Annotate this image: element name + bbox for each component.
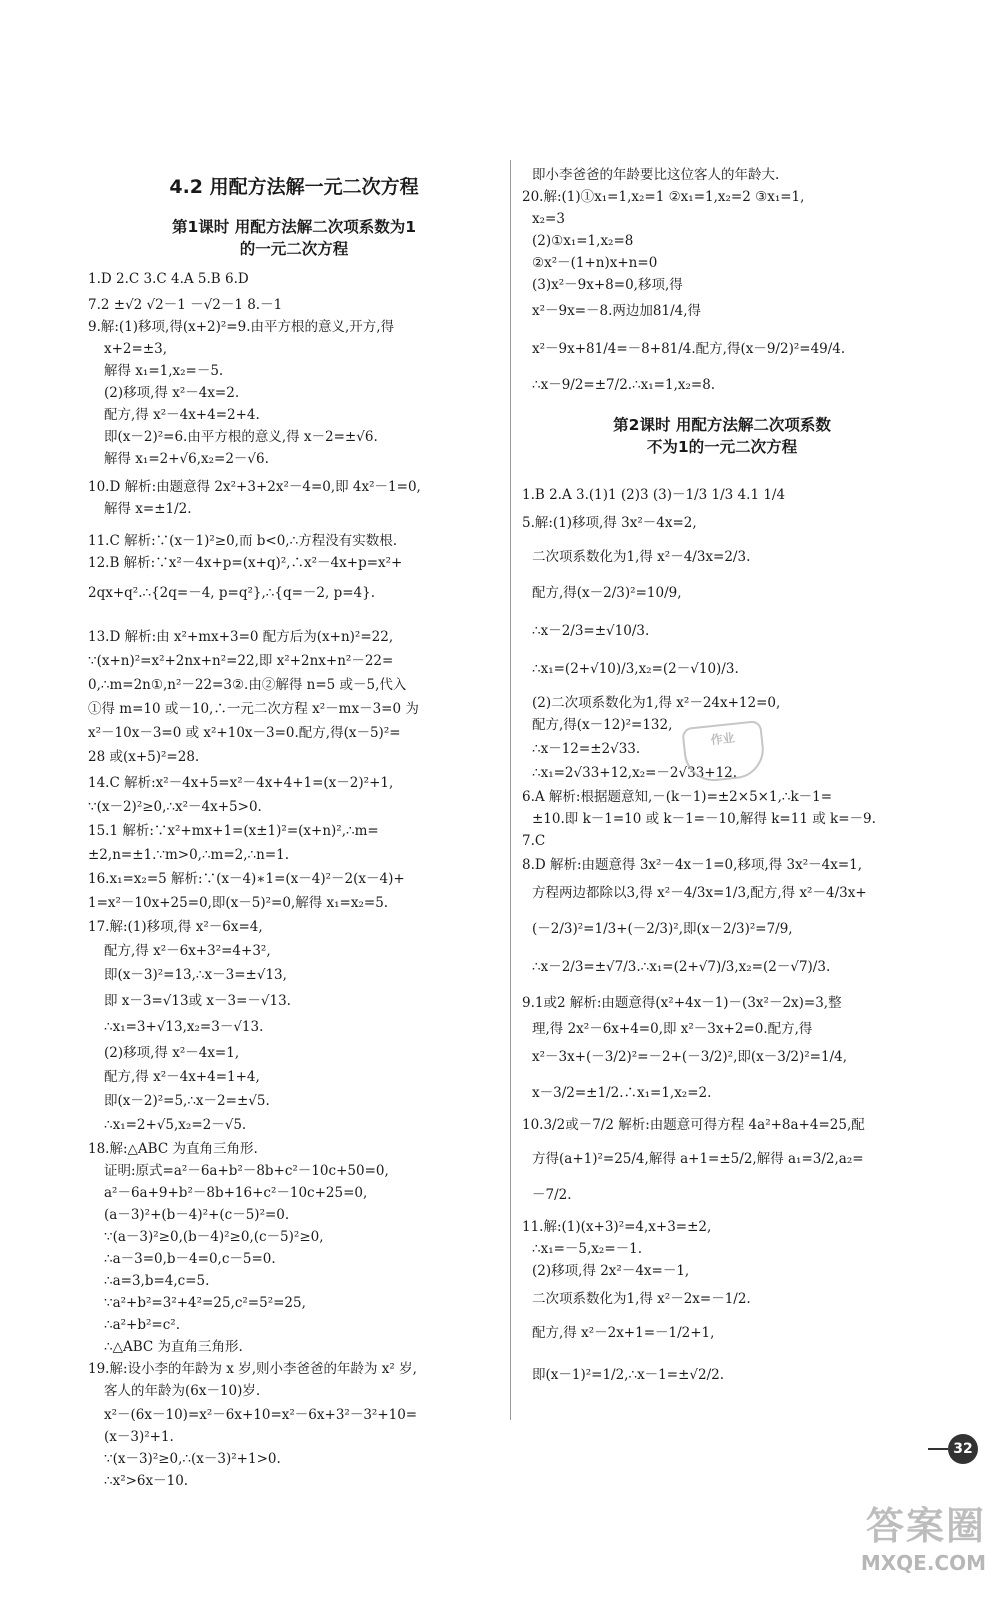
answer-line: 方得(a+1)²=25/4,解得 a+1=±5/2,解得 a₁=3/2,a₂= bbox=[532, 1151, 864, 1167]
answer-line: (a－3)²+(b－4)²+(c－5)²=0. bbox=[104, 1207, 290, 1223]
answer-line: 配方,得 x²－4x+4=2+4. bbox=[104, 407, 260, 423]
answer-line: 2qx+q².∴{2q=－4, p=q²},∴{q=－2, p=4}. bbox=[88, 585, 376, 601]
answer-line: 二次项系数化为1,得 x²－2x=－1/2. bbox=[532, 1291, 751, 1307]
answer-line: 客人的年龄为(6x－10)岁. bbox=[104, 1383, 261, 1399]
watermark-logo-text: 答案圈 bbox=[865, 1504, 986, 1548]
answer-line: x－3/2=±1/2.∴x₁=1,x₂=2. bbox=[532, 1085, 712, 1101]
answer-line: ∴a=3,b=4,c=5. bbox=[104, 1273, 210, 1289]
answer-line: 5.解:(1)移项,得 3x²－4x=2, bbox=[522, 515, 697, 531]
column-divider bbox=[510, 160, 511, 1420]
watermark-url: MXQE.COM bbox=[860, 1551, 986, 1575]
answer-line: ∴a－3=0,b－4=0,c－5=0. bbox=[104, 1251, 276, 1267]
answer-line: ∴x²>6x－10. bbox=[104, 1473, 189, 1489]
answer-line: 16.x₁=x₂=5 解析:∵(x－4)∗1=(x－4)²－2(x－4)+ bbox=[88, 871, 405, 887]
answer-line: ②x²－(1+n)x+n=0 bbox=[532, 255, 658, 271]
answer-line: 0,∴m=2n①,n²－22=3②.由②解得 n=5 或－5,代入 bbox=[88, 677, 407, 693]
answer-line: ∵(x－2)²≥0,∴x²－4x+5>0. bbox=[88, 799, 262, 815]
answer-line: 即(x－3)²=13,∴x－3=±√13, bbox=[104, 967, 287, 983]
answer-line: 配方,得 x²－6x+3²=4+3², bbox=[104, 943, 271, 959]
answer-line: 二次项系数化为1,得 x²－4/3x=2/3. bbox=[532, 549, 751, 565]
answer-line: (2)二次项系数化为1,得 x²－24x+12=0, bbox=[532, 695, 781, 711]
answer-line: 方程两边都除以3,得 x²－4/3x=1/3,配方,得 x²－4/3x+ bbox=[532, 885, 867, 901]
answer-line: 28 或(x+5)²=28. bbox=[88, 749, 200, 765]
answer-line: 即 x－3=√13或 x－3=－√13. bbox=[104, 993, 291, 1009]
answer-line: ∴x－9/2=±7/2.∴x₁=1,x₂=8. bbox=[532, 377, 716, 393]
answer-line: x+2=±3, bbox=[104, 341, 168, 357]
answer-line: (2)移项,得 2x²－4x=－1, bbox=[532, 1263, 690, 1279]
answer-line: 11.C 解析:∵(x－1)²≥0,而 b<0,∴方程没有实数根. bbox=[88, 533, 397, 549]
section-title: 4.2 用配方法解一元二次方程 bbox=[169, 176, 419, 198]
answer-line: 8.D 解析:由题意得 3x²－4x－1=0,移项,得 3x²－4x=1, bbox=[522, 857, 863, 873]
answer-line: x²－3x+(－3/2)²=－2+(－3/2)²,即(x－3/2)²=1/4, bbox=[532, 1049, 848, 1065]
answer-line: 15.1 解析:∵x²+mx+1=(x±1)²=(x+n)²,∴m= bbox=[88, 823, 379, 839]
answer-line: 即(x－1)²=1/2,∴x－1=±√2/2. bbox=[532, 1367, 725, 1383]
answer-line: ∵(a－3)²≥0,(b－4)²≥0,(c－5)²≥0, bbox=[104, 1229, 324, 1245]
answer-line: ±10.即 k－1=10 或 k－1=－10,解得 k=11 或 k=－9. bbox=[532, 811, 876, 827]
answer-line: 13.D 解析:由 x²+mx+3=0 配方后为(x+n)²=22, bbox=[88, 629, 394, 645]
answer-line: ∴△ABC 为直角三角形. bbox=[104, 1339, 243, 1355]
answer-line: －7/2. bbox=[532, 1187, 572, 1203]
answer-line: ∴x₁=3+√13,x₂=3－√13. bbox=[104, 1019, 264, 1035]
answer-line: 1=x²－10x+25=0,即(x－5)²=0,解得 x₁=x₂=5. bbox=[88, 895, 389, 911]
answer-line: (2)移项,得 x²－4x=2. bbox=[104, 385, 240, 401]
answer-line: ∴x₁=2√33+12,x₂=－2√33+12. bbox=[532, 765, 738, 781]
answer-line: ∴x－2/3=±√7/3.∴x₁=(2+√7)/3,x₂=(2－√7)/3. bbox=[532, 959, 831, 975]
answer-line: a²－6a+9+b²－8b+16+c²－10c+25=0, bbox=[104, 1185, 368, 1201]
answer-line: 17.解:(1)移项,得 x²－6x=4, bbox=[88, 919, 263, 935]
answer-line: (x－3)²+1. bbox=[104, 1429, 174, 1445]
answer-line: ∴x－2/3=±√10/3. bbox=[532, 623, 650, 639]
answer-line: 14.C 解析:x²－4x+5=x²－4x+4+1=(x－2)²+1, bbox=[88, 775, 394, 791]
lesson-1-title-line-1: 第1课时 用配方法解二次项系数为1 bbox=[172, 218, 416, 236]
answer-line: ±2,n=±1.∵m>0,∴m=2,∴n=1. bbox=[88, 847, 290, 863]
lesson-1-title-line-2: 的一元二次方程 bbox=[239, 240, 349, 258]
answer-line: ∴x₁=2+√5,x₂=2－√5. bbox=[104, 1117, 247, 1133]
site-watermark bbox=[796, 1502, 986, 1592]
answer-line: 解得 x₁=2+√6,x₂=2－√6. bbox=[104, 451, 269, 467]
answer-line: (3)x²－9x+8=0,移项,得 bbox=[532, 277, 683, 293]
answer-line: 理,得 2x²－6x+4=0,即 x²－3x+2=0.配方,得 bbox=[532, 1021, 813, 1037]
answer-line: 1.D 2.C 3.C 4.A 5.B 6.D bbox=[88, 271, 249, 287]
answer-line: 9.解:(1)移项,得(x+2)²=9.由平方根的意义,开方,得 bbox=[88, 319, 395, 335]
answer-line: 即(x－2)²=6.由平方根的意义,得 x－2=±√6. bbox=[104, 429, 378, 445]
answer-line: ∴a²+b²=c². bbox=[104, 1317, 180, 1333]
answer-line: ∵a²+b²=3²+4²=25,c²=5²=25, bbox=[104, 1295, 306, 1311]
homework-stamp bbox=[681, 720, 766, 784]
answer-line: 配方,得 x²－4x+4=1+4, bbox=[104, 1069, 260, 1085]
stamp-label: 作业 bbox=[709, 730, 736, 748]
lesson-2-title-line-2: 不为1的一元二次方程 bbox=[646, 438, 798, 456]
lesson-2-title-line-1: 第2课时 用配方法解二次项系数 bbox=[613, 416, 831, 434]
answer-line: (－2/3)²=1/3+(－2/3)²,即(x－2/3)²=7/9, bbox=[532, 921, 793, 937]
answer-line: ∴x－12=±2√33. bbox=[532, 741, 641, 757]
answer-line: ∴x₁=(2+√10)/3,x₂=(2－√10)/3. bbox=[532, 661, 739, 677]
answer-line: 18.解:△ABC 为直角三角形. bbox=[88, 1141, 258, 1157]
answer-line: ∵(x－3)²≥0,∴(x－3)²+1>0. bbox=[104, 1451, 281, 1467]
answer-line: 配方,得 x²－2x+1=－1/2+1, bbox=[532, 1325, 715, 1341]
answer-line: 7.2 ±√2 √2－1 －√2－1 8.－1 bbox=[88, 297, 283, 313]
answer-line: 11.解:(1)(x+3)²=4,x+3=±2, bbox=[522, 1219, 712, 1235]
answer-line: 即小李爸爸的年龄要比这位客人的年龄大. bbox=[532, 167, 780, 183]
answer-line: 9.1或2 解析:由题意得(x²+4x－1)－(3x²－2x)=3,整 bbox=[522, 995, 842, 1011]
answer-line: x²－(6x－10)=x²－6x+10=x²－6x+3²－3²+10= bbox=[104, 1407, 418, 1423]
answer-line: 配方,得(x－2/3)²=10/9, bbox=[532, 585, 682, 601]
answer-line: 10.D 解析:由题意得 2x²+3+2x²－4=0,即 4x²－1=0, bbox=[88, 479, 421, 495]
answer-line: 解得 x=±1/2. bbox=[104, 501, 192, 517]
answer-line: 配方,得(x－12)²=132, bbox=[532, 717, 673, 733]
answer-line: 证明:原式=a²－6a+b²－8b+c²－10c+50=0, bbox=[104, 1163, 389, 1179]
answer-line: 20.解:(1)①x₁=1,x₂=1 ②x₁=1,x₂=2 ③x₁=1, bbox=[522, 189, 805, 205]
answer-line: x²－10x－3=0 或 x²+10x－3=0.配方,得(x－5)²= bbox=[88, 725, 401, 741]
answer-line: x²－9x+81/4=－8+81/4.配方,得(x－9/2)²=49/4. bbox=[532, 341, 846, 357]
answer-line: ∵(x+n)²=x²+2nx+n²=22,即 x²+2nx+n²－22= bbox=[88, 653, 394, 669]
answer-line: 7.C bbox=[522, 833, 546, 849]
answer-line: ∴x₁=－5,x₂=－1. bbox=[532, 1241, 643, 1257]
answer-line: 即(x－2)²=5,∴x－2=±√5. bbox=[104, 1093, 270, 1109]
answer-line: x²－9x=－8.两边加81/4,得 bbox=[532, 303, 702, 319]
answer-line: 19.解:设小李的年龄为 x 岁,则小李爸爸的年龄为 x² 岁, bbox=[88, 1361, 417, 1377]
answer-line: 10.3/2或－7/2 解析:由题意可得方程 4a²+8a+4=25,配 bbox=[522, 1117, 865, 1133]
page-number: 32 bbox=[948, 1434, 978, 1464]
answer-line: 6.A 解析:根据题意知,－(k－1)=±2×5×1,∴k－1= bbox=[522, 789, 833, 805]
answer-line: 12.B 解析:∵x²－4x+p=(x+q)²,∴x²－4x+p=x²+ bbox=[88, 555, 403, 571]
answer-line: ①得 m=10 或－10,∴一元二次方程 x²－mx－3=0 为 bbox=[88, 701, 419, 717]
answer-line: (2)移项,得 x²－4x=1, bbox=[104, 1045, 240, 1061]
answer-line: 1.B 2.A 3.(1)1 (2)3 (3)－1/3 1/3 4.1 1/4 bbox=[522, 487, 786, 503]
answer-line: (2)①x₁=1,x₂=8 bbox=[532, 233, 634, 249]
page-number-dash bbox=[928, 1448, 948, 1450]
answer-line: x₂=3 bbox=[532, 211, 565, 227]
answer-line: 解得 x₁=1,x₂=－5. bbox=[104, 363, 224, 379]
